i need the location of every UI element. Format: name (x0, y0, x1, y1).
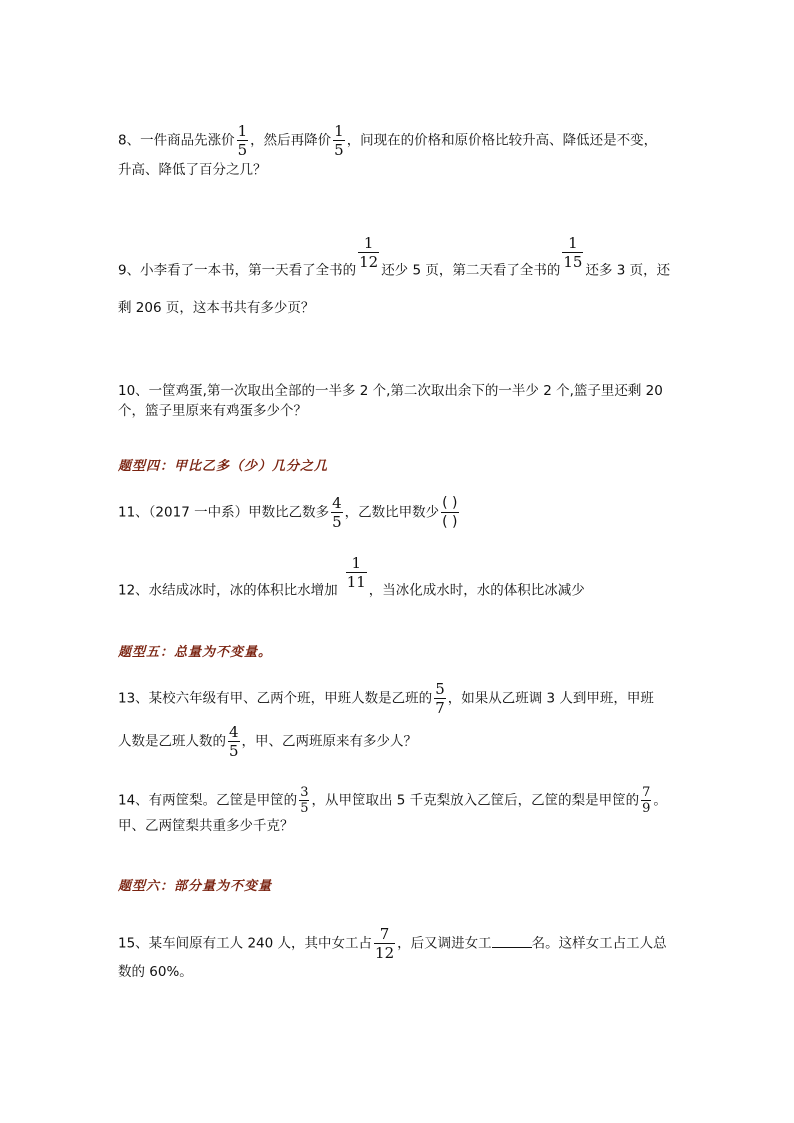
q8-frac1-denominator: 5 (237, 141, 248, 159)
q15-fraction-1 (374, 925, 395, 962)
q9-text-1: 9、小李看了一本书，第一天看了全书的 (118, 262, 357, 279)
q11-frac2-numerator: ( ) (442, 495, 458, 511)
q15-text-2: ，后又调进女工 (397, 935, 492, 952)
q13-frac2-numerator: 4 (229, 723, 239, 741)
q12-text-1: 12、水结成冰时，冰的体积比水增加 (118, 582, 338, 599)
q14-fraction-1 (299, 785, 309, 816)
q9-text-2: 还少 5 页，第二天看了全书的 (381, 262, 561, 279)
section-heading-4: 题型四：甲比乙多（少）几分之几 (118, 459, 329, 474)
q13-frac2-denominator: 5 (229, 742, 239, 760)
q9-fraction-2 (562, 234, 583, 271)
q8-fraction-2 (333, 122, 345, 159)
q11-text-2: ，乙数比甲数少 (344, 504, 440, 521)
question-11-line-1 (118, 494, 461, 531)
q9-fraction-1 (358, 234, 379, 271)
section-heading-5: 题型五：总量为不变量。 (118, 645, 273, 660)
q8-text-1: 8、一件商品先涨价 (118, 132, 235, 149)
question-9-line-1 (118, 234, 671, 289)
q9-frac1-numerator: 1 (363, 234, 374, 252)
q14-frac2-numerator: 7 (642, 785, 651, 800)
q13-text-4: ，甲、乙两班原来有多少人？ (241, 733, 418, 750)
question-15-line-2: 数的 60%。 (118, 964, 193, 980)
q13-text-1: 13、某校六年级有甲、乙两个班，甲班人数是乙班的 (118, 690, 433, 707)
q8-fraction-1 (237, 122, 249, 159)
q8-frac1-numerator: 1 (237, 122, 248, 140)
q13-fraction-2 (228, 723, 240, 760)
question-8-line-2: 升高、降低了百分之几？ (118, 162, 267, 178)
q13-fraction-1 (434, 680, 446, 717)
q9-frac1-denominator: 12 (359, 253, 379, 271)
q13-text-2: ，如果从乙班调 3 人到甲班，甲班 (447, 690, 654, 707)
q14-frac1-denominator: 5 (300, 801, 309, 816)
q15-text-1: 15、某车间原有工人 240 人，其中女工占 (118, 935, 373, 952)
q12-text-2: ，当冰化成水时，水的体积比冰减少 (368, 582, 585, 599)
question-15-line-1 (118, 925, 667, 962)
answer-blank[interactable] (492, 933, 532, 948)
q14-fraction-2 (641, 785, 651, 816)
q11-frac1-denominator: 5 (332, 513, 342, 531)
q13-frac1-numerator: 5 (435, 680, 445, 698)
q13-text-3: 人数是乙班人数的 (118, 733, 226, 750)
q12-frac1-numerator: 1 (351, 554, 361, 572)
question-13-line-2 (118, 723, 417, 760)
q11-text-1: 11、（2017 一中系）甲数比乙数多 (118, 504, 330, 521)
q11-frac2-denominator: ( ) (442, 514, 458, 530)
q9-frac2-numerator: 1 (568, 234, 578, 252)
q12-fraction-1 (346, 554, 367, 591)
question-12-line-1 (118, 554, 585, 609)
q9-text-3: 还多 3 页，还 (585, 262, 671, 279)
question-8-line-1 (118, 122, 657, 159)
q14-frac2-denominator: 9 (642, 801, 651, 816)
q11-fraction-2-blank (441, 494, 458, 531)
q11-fraction-1 (331, 494, 343, 531)
q13-frac1-denominator: 7 (435, 699, 445, 717)
q11-frac1-numerator: 4 (332, 494, 342, 512)
q14-frac1-numerator: 3 (300, 785, 309, 800)
question-13-line-1 (118, 680, 654, 717)
q14-text-3: 。 (653, 792, 667, 809)
question-9-line-2: 剩 206 页，这本书共有多少页？ (118, 300, 315, 316)
q12-frac1-denominator: 11 (346, 573, 366, 591)
q8-frac2-numerator: 1 (334, 122, 344, 140)
q14-text-1: 14、有两筐梨。乙筐是甲筐的 (118, 792, 298, 809)
q8-text-3: ，问现在的价格和原价格比较升高、降低还是不变， (346, 132, 658, 149)
q15-frac1-denominator: 12 (375, 944, 395, 962)
question-14-line-1 (118, 785, 667, 816)
q9-frac2-denominator: 15 (563, 253, 583, 271)
q15-text-3: 名。这样女工占工人总 (531, 935, 667, 952)
q14-text-2: ，从甲筐取出 5 千克梨放入乙筐后，乙筐的梨是甲筐的 (311, 792, 640, 809)
q15-frac1-numerator: 7 (379, 925, 390, 943)
question-10-line-1: 10、一筐鸡蛋,第一次取出全部的一半多 2 个,第二次取出余下的一半少 2 个,篮子里还剩 20 (118, 383, 663, 399)
q8-text-2: ，然后再降价 (250, 132, 332, 149)
q8-frac2-denominator: 5 (334, 141, 344, 159)
question-10-line-2: 个，篮子里原来有鸡蛋多少个？ (118, 403, 307, 419)
section-heading-6: 题型六：部分量为不变量 (118, 879, 273, 894)
question-14-line-2: 甲、乙两筐梨共重多少千克？ (118, 818, 294, 834)
